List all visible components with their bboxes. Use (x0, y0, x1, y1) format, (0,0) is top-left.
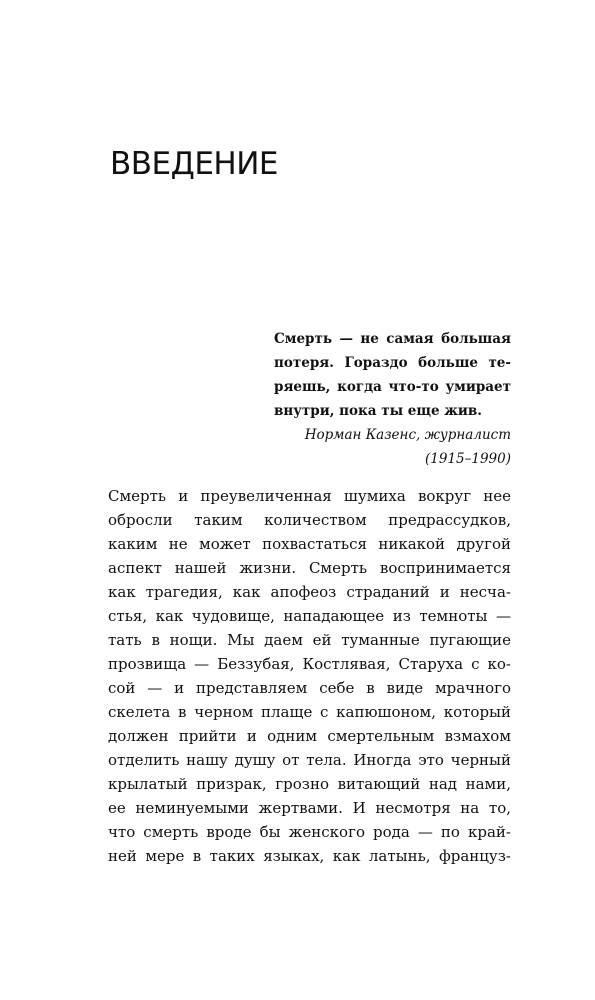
epigraph-line: потеря. Гораздо больше те- (274, 355, 511, 371)
body-line: сой — и представляем себе в виде мрачного (108, 679, 511, 697)
epigraph (274, 327, 511, 471)
chapter-title: ВВЕДЕНИЕ (110, 146, 279, 182)
epigraph-line: внутри, пока ты еще жив. (274, 403, 483, 419)
body-line: аспект нашей жизни. Смерть воспринимается (108, 559, 511, 577)
body-line: ее неминуемыми жертвами. И несмотря на то, (108, 799, 511, 817)
body-line: крылатый призрак, грозно витающий над нами, (108, 775, 511, 793)
body-line: отделить нашу душу от тела. Иногда это черный (108, 751, 511, 769)
epigraph-author: Норман Казенс, журналист (304, 427, 511, 443)
body-line: ней мере в таких языках, как латынь, француз- (108, 847, 511, 865)
body-line: должен прийти и одним смертельным взмахом (108, 727, 511, 745)
epigraph-line: Смерть — не самая большая (274, 331, 511, 347)
body-line: скелета в черном плаще с капюшоном, который (108, 703, 511, 721)
epigraph-years: (1915–1990) (425, 451, 511, 467)
body-line: тать в нощи. Мы даем ей туманные пугающие (108, 631, 511, 649)
epigraph-line: ряешь, когда что-то умирает (274, 379, 511, 395)
body-line: Смерть и преувеличенная шумиха вокруг нее (108, 487, 511, 505)
body-line: каким не может похвастаться никакой другой (108, 535, 511, 553)
body-line: стья, как чудовище, нападающее из темноты — (108, 607, 511, 625)
body-line: обросли таким количеством предрассудков, (108, 511, 511, 529)
body-text (108, 484, 511, 868)
body-line: как трагедия, как апофеоз страданий и несча- (108, 583, 511, 601)
body-line: прозвища — Беззубая, Костлявая, Старуха с ко- (108, 655, 511, 673)
body-line: что смерть вроде бы женского рода — по край- (108, 823, 511, 841)
